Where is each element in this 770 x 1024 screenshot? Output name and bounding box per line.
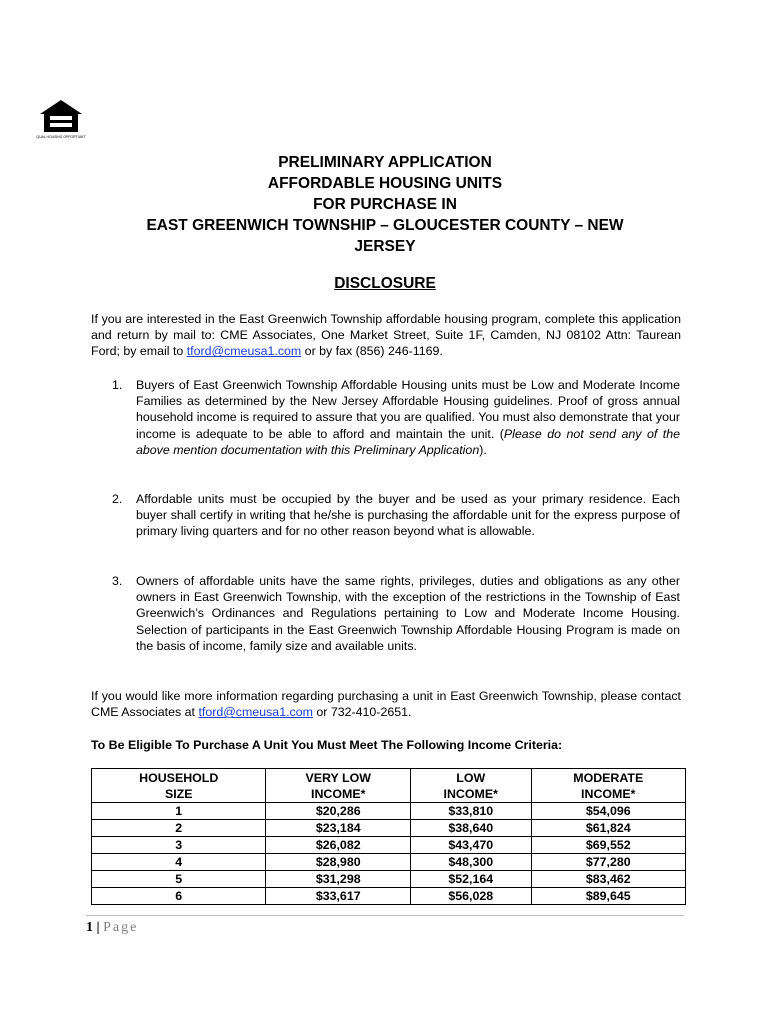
table-row (92, 888, 686, 905)
table-cell: $89,645 (531, 888, 686, 905)
table-cell: 4 (92, 854, 266, 871)
table-header-moderate: MODERATE INCOME* (531, 769, 686, 803)
page-number: 1 (86, 920, 93, 935)
table-header-household: HOUSEHOLD SIZE (92, 769, 266, 803)
list-item-number: 3. (112, 574, 123, 588)
title-line: FOR PURCHASE IN (313, 196, 457, 213)
title-line: JERSEY (354, 238, 416, 255)
table-cell: 3 (92, 837, 266, 854)
list-item-number: 2. (112, 492, 123, 506)
table-cell: $31,298 (266, 871, 411, 888)
page-title (90, 152, 680, 257)
table-row (92, 803, 686, 820)
table-header-low: LOW INCOME* (410, 769, 531, 803)
intro-text-end: or by fax (856) 246-1169. (301, 344, 443, 359)
contact-paragraph (91, 688, 681, 720)
list-item-number: 1. (112, 378, 123, 392)
table-cell: $83,462 (531, 871, 686, 888)
title-line: EAST GREENWICH TOWNSHIP – GLOUCESTER COUNTY – NEW (146, 217, 624, 234)
table-cell: $56,028 (410, 888, 531, 905)
intro-text: If you are interested in the East Greenwich Township affordable housing program, complete this application and return by mail to: CME Associates, One Market Street, Suite 1F, Camden, NJ 08102 Attn: Taurean Ford; by email to (91, 312, 681, 359)
table-cell: 5 (92, 871, 266, 888)
logo-text: EQUAL HOUSING OPPORTUNITY (36, 135, 86, 139)
table-cell: $52,164 (410, 871, 531, 888)
email-link[interactable]: tford@cmeusa1.com (186, 344, 302, 359)
table-cell: $77,280 (531, 854, 686, 871)
list-item (112, 491, 680, 540)
list-item-text: Buyers of East Greenwich Township Affordable Housing units must be Low and Moderate Income Families as determined by the New Jersey Affordable Housing guidelines. Proof of gross annual household income is required to assure that you are qualified. You must also demonstrate that your income is adequate to be able to afford and maintain the unit. ( (136, 378, 680, 441)
table-cell: $28,980 (266, 854, 411, 871)
page-label: Page (103, 920, 139, 935)
list-item-tail: ). (479, 442, 487, 457)
table-row (92, 854, 686, 871)
footer-separator: | (96, 920, 100, 935)
table-cell: $43,470 (410, 837, 531, 854)
table-header-row (92, 769, 686, 803)
list-item-text: Affordable units must be occupied by the buyer and be used as your primary residence. Each buyer shall certify in writing that he/she is purchasing the affordable unit for the express purpose of primary living quarters and for no other reason beyond what is allowable. (136, 492, 680, 539)
table-row (92, 837, 686, 854)
equal-housing-opportunity-icon (36, 96, 86, 148)
table-cell: $48,300 (410, 854, 531, 871)
title-line: AFFORDABLE HOUSING UNITS (267, 175, 503, 192)
disclosure-heading: DISCLOSURE (334, 275, 436, 292)
table-cell: $69,552 (531, 837, 686, 854)
contact-text: If you would like more information regarding purchasing a unit in East Greenwich Township, please contact CME Associates at (91, 689, 681, 720)
footer-divider (86, 915, 684, 916)
table-row (92, 871, 686, 888)
table-cell: $20,286 (266, 803, 411, 820)
criteria-heading: To Be Eligible To Purchase A Unit You Must Meet The Following Income Criteria: (91, 738, 563, 752)
table-cell: $26,082 (266, 837, 411, 854)
email-link[interactable]: tford@cmeusa1.com (198, 705, 313, 720)
intro-paragraph (91, 311, 681, 360)
table-row (92, 820, 686, 837)
list-item-text: Owners of affordable units have the same rights, privileges, duties and obligations as any other owners in East Greenwich Township, with the exception of the restrictions in the Township of East Greenwich’s Ordinances and Regulations pertaining to Low and Moderate Income Housing. Selection of participants in the East Greenwich Township Affordable Housing Program is made on the basis of income, family size and available units. (136, 574, 680, 653)
table-cell: $33,810 (410, 803, 531, 820)
list-item (112, 573, 680, 654)
list-item-italic: Please do not send any of the above mention documentation with this Preliminary Application (136, 426, 681, 457)
table-cell: $23,184 (266, 820, 411, 837)
table-cell: 2 (92, 820, 266, 837)
table-cell: $61,824 (531, 820, 686, 837)
table-cell: $38,640 (410, 820, 531, 837)
table-cell: 1 (92, 803, 266, 820)
contact-text-end: or 732-410-2651. (312, 705, 412, 720)
table-cell: 6 (92, 888, 266, 905)
title-line: PRELIMINARY APPLICATION (278, 154, 492, 171)
table-cell: $33,617 (266, 888, 411, 905)
page-footer (86, 920, 138, 936)
income-table (91, 768, 686, 905)
list-item (112, 377, 680, 458)
table-cell: $54,096 (531, 803, 686, 820)
table-header-very-low: VERY LOW INCOME* (266, 769, 411, 803)
